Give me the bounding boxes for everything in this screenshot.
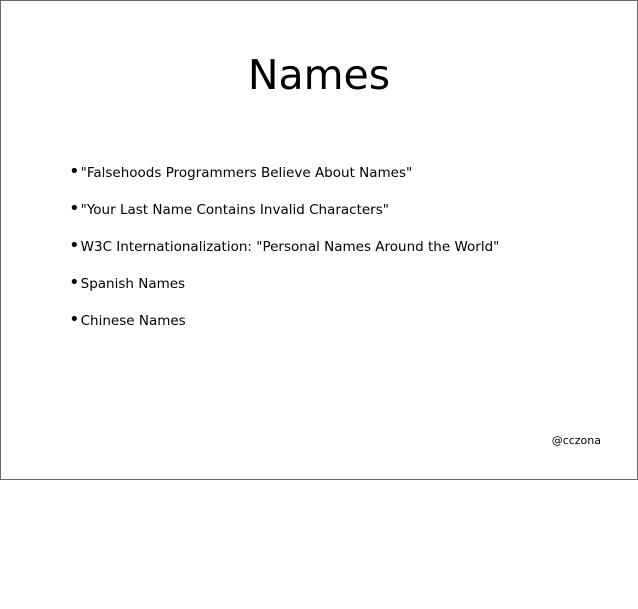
bullet-text: "Your Last Name Contains Invalid Characters": [80, 201, 389, 218]
bullet-item: [69, 228, 499, 265]
slide-title: Names: [247, 51, 391, 99]
bullet-item: [69, 265, 499, 302]
bullet-dot-icon: •: [69, 308, 80, 330]
author-handle: @cczona: [551, 434, 601, 447]
bullet-dot-icon: •: [69, 160, 80, 182]
bullet-text: Chinese Names: [80, 312, 186, 329]
bullet-dot-icon: •: [69, 234, 80, 256]
bullet-text: W3C Internationalization: "Personal Names Around the World": [80, 238, 500, 255]
bullet-item: [69, 154, 499, 191]
bullet-list: [69, 154, 499, 339]
bullet-dot-icon: •: [69, 197, 80, 219]
bullet-text: Spanish Names: [80, 275, 186, 292]
bullet-text: "Falsehoods Programmers Believe About Names": [80, 164, 413, 181]
bullet-item: [69, 302, 499, 339]
bullet-item: [69, 191, 499, 228]
bullet-dot-icon: •: [69, 271, 80, 293]
